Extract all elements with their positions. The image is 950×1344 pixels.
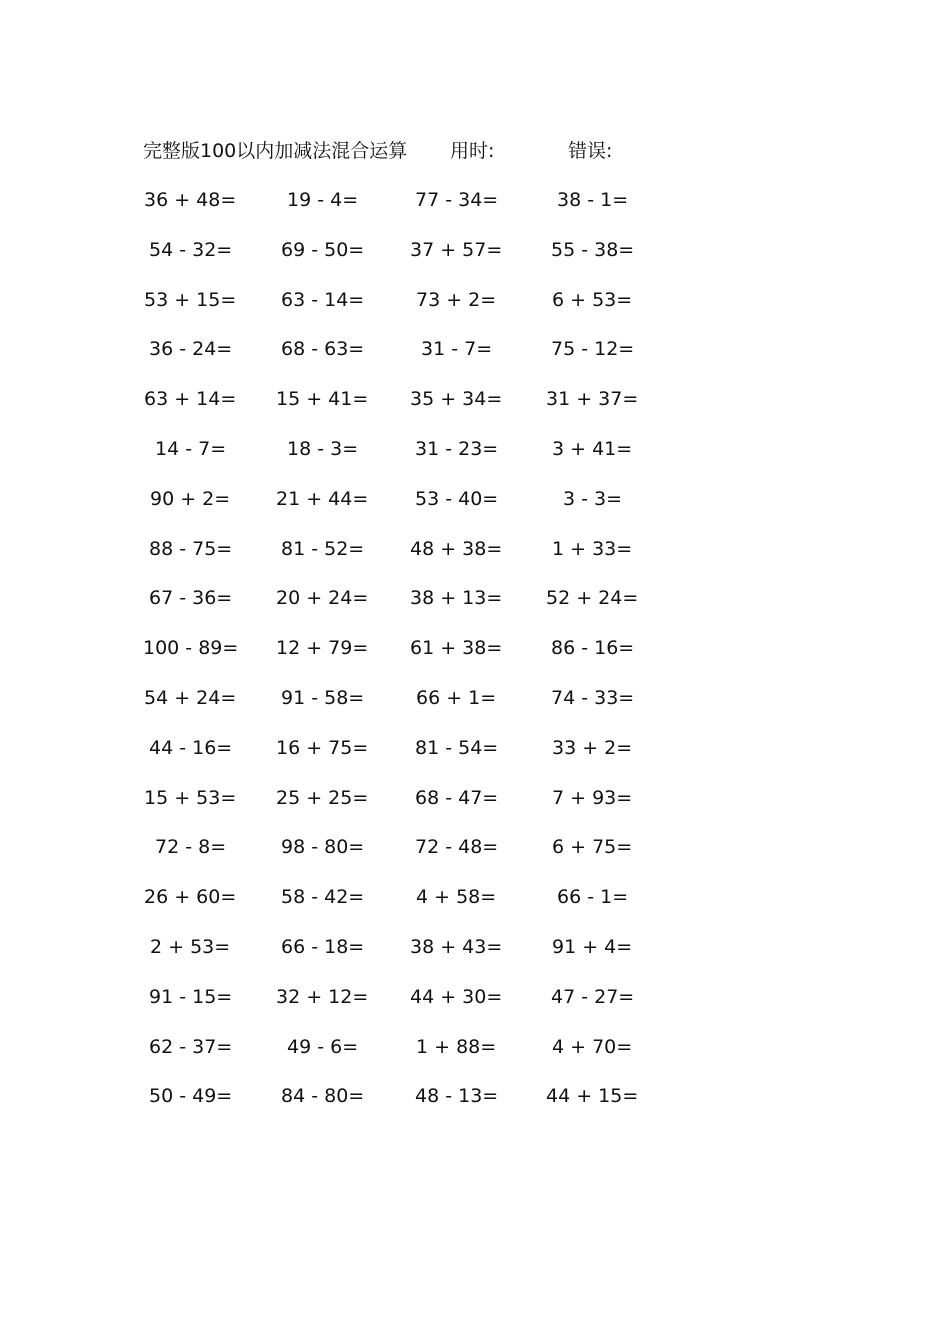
problem-6-4: 3 + 41= <box>552 438 633 460</box>
problem-7-2: 21 + 44= <box>276 488 369 510</box>
problem-1-4: 38 - 1= <box>557 189 629 211</box>
problem-15-2: 58 - 42= <box>281 886 365 908</box>
problem-8-1: 88 - 75= <box>149 538 233 560</box>
time-label: 用时: <box>450 140 495 162</box>
problem-12-4: 33 + 2= <box>552 737 633 759</box>
problem-9-3: 38 + 13= <box>410 587 503 609</box>
problem-2-4: 55 - 38= <box>551 239 635 261</box>
problem-12-3: 81 - 54= <box>415 737 499 759</box>
problem-3-1: 53 + 15= <box>144 289 237 311</box>
problem-6-1: 14 - 7= <box>155 438 227 460</box>
problem-7-3: 53 - 40= <box>415 488 499 510</box>
problem-9-4: 52 + 24= <box>546 587 639 609</box>
problem-4-4: 75 - 12= <box>551 338 635 360</box>
problem-3-2: 63 - 14= <box>281 289 365 311</box>
problem-1-1: 36 + 48= <box>144 189 237 211</box>
problem-16-4: 91 + 4= <box>552 936 633 958</box>
problem-3-3: 73 + 2= <box>416 289 497 311</box>
problem-4-1: 36 - 24= <box>149 338 233 360</box>
problem-5-1: 63 + 14= <box>144 388 237 410</box>
problem-19-4: 44 + 15= <box>546 1085 639 1107</box>
problem-18-4: 4 + 70= <box>552 1036 633 1058</box>
problem-8-3: 48 + 38= <box>410 538 503 560</box>
problem-13-3: 68 - 47= <box>415 787 499 809</box>
problem-16-2: 66 - 18= <box>281 936 365 958</box>
problem-2-2: 69 - 50= <box>281 239 365 261</box>
errors-label: 错误: <box>568 140 613 162</box>
problem-8-2: 81 - 52= <box>281 538 365 560</box>
problem-17-2: 32 + 12= <box>276 986 369 1008</box>
problem-16-1: 2 + 53= <box>150 936 231 958</box>
problem-1-2: 19 - 4= <box>287 189 359 211</box>
problem-11-3: 66 + 1= <box>416 687 497 709</box>
problem-14-3: 72 - 48= <box>415 836 499 858</box>
problem-2-3: 37 + 57= <box>410 239 503 261</box>
problem-10-1: 100 - 89= <box>143 637 239 659</box>
problem-17-1: 91 - 15= <box>149 986 233 1008</box>
problem-13-1: 15 + 53= <box>144 787 237 809</box>
problem-15-3: 4 + 58= <box>416 886 497 908</box>
problem-14-1: 72 - 8= <box>155 836 227 858</box>
problem-1-3: 77 - 34= <box>415 189 499 211</box>
problem-11-4: 74 - 33= <box>551 687 635 709</box>
problem-10-2: 12 + 79= <box>276 637 369 659</box>
problem-6-2: 18 - 3= <box>287 438 359 460</box>
problem-9-2: 20 + 24= <box>276 587 369 609</box>
problem-5-3: 35 + 34= <box>410 388 503 410</box>
problem-11-2: 91 - 58= <box>281 687 365 709</box>
problem-9-1: 67 - 36= <box>149 587 233 609</box>
problem-10-4: 86 - 16= <box>551 637 635 659</box>
problem-6-3: 31 - 23= <box>415 438 499 460</box>
problem-13-4: 7 + 93= <box>552 787 633 809</box>
problem-15-1: 26 + 60= <box>144 886 237 908</box>
problem-11-1: 54 + 24= <box>144 687 237 709</box>
problem-14-2: 98 - 80= <box>281 836 365 858</box>
problem-4-3: 31 - 7= <box>421 338 493 360</box>
problem-3-4: 6 + 53= <box>552 289 633 311</box>
problem-19-1: 50 - 49= <box>149 1085 233 1107</box>
problem-19-3: 48 - 13= <box>415 1085 499 1107</box>
problem-2-1: 54 - 32= <box>149 239 233 261</box>
problem-19-2: 84 - 80= <box>281 1085 365 1107</box>
problem-7-4: 3 - 3= <box>563 488 623 510</box>
problem-16-3: 38 + 43= <box>410 936 503 958</box>
problem-5-2: 15 + 41= <box>276 388 369 410</box>
problem-17-4: 47 - 27= <box>551 986 635 1008</box>
problem-12-2: 16 + 75= <box>276 737 369 759</box>
problem-14-4: 6 + 75= <box>552 836 633 858</box>
problem-18-2: 49 - 6= <box>287 1036 359 1058</box>
problem-17-3: 44 + 30= <box>410 986 503 1008</box>
problem-18-1: 62 - 37= <box>149 1036 233 1058</box>
problem-8-4: 1 + 33= <box>552 538 633 560</box>
problem-10-3: 61 + 38= <box>410 637 503 659</box>
problem-4-2: 68 - 63= <box>281 338 365 360</box>
problem-12-1: 44 - 16= <box>149 737 233 759</box>
problem-18-3: 1 + 88= <box>416 1036 497 1058</box>
problem-13-2: 25 + 25= <box>276 787 369 809</box>
problem-7-1: 90 + 2= <box>150 488 231 510</box>
worksheet-title: 完整版100以内加减法混合运算 <box>143 140 408 162</box>
problem-5-4: 31 + 37= <box>546 388 639 410</box>
problem-15-4: 66 - 1= <box>557 886 629 908</box>
